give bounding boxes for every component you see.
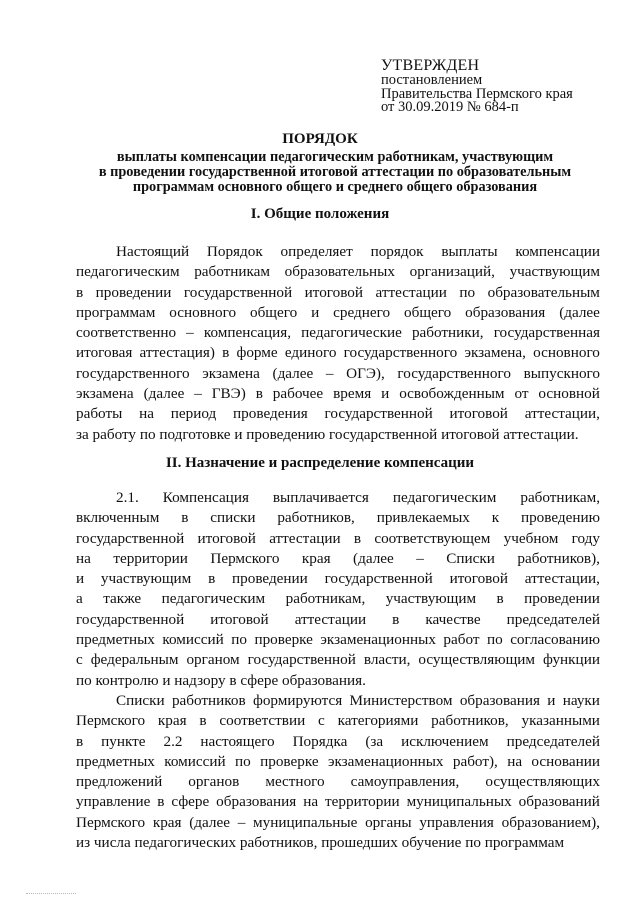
- section-1-paragraph: [76, 242, 600, 445]
- subtitle-line: в проведении государственной итоговой аттестации по образовательным: [98, 163, 572, 180]
- paragraph-line: предметных комиссий по проверке экзаменационных работ по согласованию: [76, 631, 600, 649]
- paragraph-line: на территории Пермского края (далее – Списки работников),: [76, 549, 600, 567]
- paragraph-line: предметных комиссий по проверке экзаменационных работ), на основании: [76, 752, 600, 770]
- paragraph-line: соответственно – компенсация, педагогические работники, государственная: [76, 324, 600, 342]
- paragraph-line: Списки работников формируются Министерством образования и науки: [116, 692, 600, 709]
- paragraph-line: работы на период проведения государственной итоговой аттестации,: [76, 405, 600, 423]
- section-2-title: II. Назначение и распределение компенсации: [165, 455, 475, 471]
- section-2-paragraph-1: [76, 488, 600, 691]
- paragraph-line: государственной итоговой аттестации в соответствующем учебном году: [76, 529, 600, 547]
- paragraph-line: предложений органов местного самоуправления, осуществляющих: [76, 773, 600, 791]
- approval-block: [381, 57, 621, 115]
- document-title: ПОРЯДОК: [282, 131, 358, 147]
- paragraph-line: в проведении государственной итоговой аттестации по образовательным: [76, 283, 600, 301]
- paragraph-line: экзамена (далее – ГВЭ) в рабочее время и освобожденным от основной: [76, 385, 600, 403]
- paragraph-line: Настоящий Порядок определяет порядок выплаты компенсации: [116, 243, 600, 260]
- section-2-paragraph-2: [76, 691, 600, 853]
- paragraph-line: за работу по подготовке и проведению государственной итоговой аттестации.: [76, 425, 579, 443]
- paragraph-line: включенным в списки работников, привлекаемых к проведению: [76, 509, 600, 527]
- paragraph-line: а также педагогическим работникам, участвующим в проведении: [76, 590, 600, 608]
- paragraph-line: Пермского края в соответствии с категориями работников, указанными: [76, 712, 600, 730]
- paragraph-line: и участвующим в проведении государственной итоговой аттестации,: [76, 570, 600, 588]
- document-subtitle: [72, 150, 598, 194]
- subtitle-line: программам основного общего и среднего общего образования: [132, 178, 538, 195]
- paragraph-line: по контролю и надзору в сфере образования.: [76, 671, 366, 689]
- paragraph-line: из числа педагогических работников, прошедших обучение по программам: [76, 834, 565, 852]
- scan-edge-mark: [26, 893, 76, 896]
- section-1-title: I. Общие положения: [250, 206, 390, 222]
- approval-line-3: от 30.09.2019 № 684-п: [381, 99, 519, 116]
- paragraph-line: Пермского края (далее – муниципальные органы управления образованием),: [76, 813, 600, 831]
- paragraph-line: 2.1. Компенсация выплачивается педагогическим работникам,: [116, 489, 600, 506]
- paragraph-line: государственной итоговой аттестации в качестве председателей: [76, 610, 600, 628]
- approval-line-1: постановлением: [381, 72, 483, 88]
- approval-title: УТВЕРЖДЕН: [381, 57, 480, 74]
- approval-line-2: Правительства Пермского края: [381, 85, 573, 102]
- paragraph-line: управление в сфере образования на территории муниципальных образований: [76, 793, 600, 811]
- paragraph-line: с федеральным органом государственной власти, осуществляющим функции: [76, 651, 600, 669]
- subtitle-line: выплаты компенсации педагогическим работникам, участвующим: [116, 149, 554, 165]
- paragraph-line: государственного экзамена (далее – ОГЭ), государственного выпускного: [76, 364, 600, 382]
- paragraph-line: педагогическим работникам образовательных организаций, участвующим: [76, 263, 600, 281]
- paragraph-line: программам основного общего и среднего общего образования (далее: [76, 303, 600, 321]
- paragraph-line: итоговая аттестация) в форме единого государственного экзамена, основного: [76, 344, 600, 362]
- paragraph-line: в пункте 2.2 настоящего Порядка (за исключением председателей: [76, 732, 600, 750]
